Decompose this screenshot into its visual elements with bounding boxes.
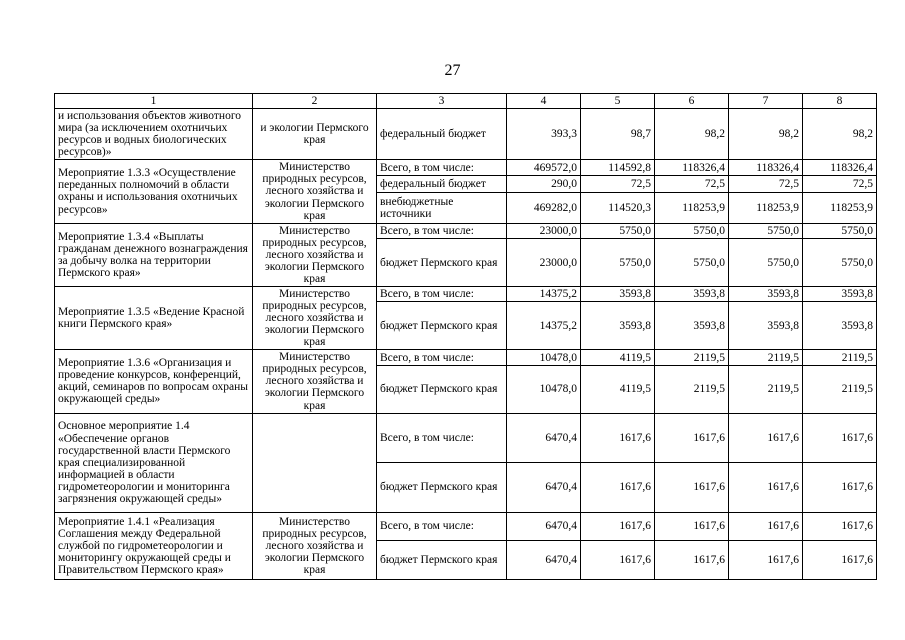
- amount-cell: 1617,6: [655, 540, 729, 579]
- amount-cell: 118253,9: [803, 192, 877, 223]
- executor-cell: [253, 413, 377, 512]
- amount-cell: 3593,8: [581, 286, 655, 302]
- funding-source-cell: бюджет Пермского края: [377, 365, 507, 413]
- table-row: [55, 286, 877, 302]
- amount-cell: 1617,6: [729, 540, 803, 579]
- amount-cell: 2119,5: [803, 365, 877, 413]
- executor-cell: Министерство природных ресурсов, лесного хозяйства и экологии Пермского края: [253, 223, 377, 286]
- amount-cell: 3593,8: [803, 286, 877, 302]
- executor-cell: Министерство природных ресурсов, лесного хозяйства и экологии Пермского края: [253, 350, 377, 413]
- amount-cell: 2119,5: [655, 350, 729, 366]
- table-row: [55, 160, 877, 176]
- amount-cell: 1617,6: [729, 463, 803, 513]
- amount-cell: 6470,4: [507, 413, 581, 463]
- amount-cell: 10478,0: [507, 350, 581, 366]
- amount-cell: 118253,9: [729, 192, 803, 223]
- measure-cell: и использования объектов животного мира (за исключением охотничьих ресурсов и водных биологических ресурсов)»: [55, 109, 253, 160]
- amount-cell: 2119,5: [729, 350, 803, 366]
- amount-cell: 14375,2: [507, 302, 581, 350]
- funding-source-cell: Всего, в том числе:: [377, 160, 507, 176]
- amount-cell: 114592,8: [581, 160, 655, 176]
- amount-cell: 23000,0: [507, 223, 581, 239]
- amount-cell: 1617,6: [803, 413, 877, 463]
- amount-cell: 5750,0: [803, 223, 877, 239]
- funding-source-cell: Всего, в том числе:: [377, 286, 507, 302]
- funding-source-cell: внебюджетные источники: [377, 192, 507, 223]
- amount-cell: 1617,6: [581, 512, 655, 540]
- amount-cell: 5750,0: [729, 223, 803, 239]
- executor-cell: Министерство природных ресурсов, лесного хозяйства и экологии Пермского края: [253, 160, 377, 223]
- amount-cell: 1617,6: [655, 463, 729, 513]
- amount-cell: 72,5: [655, 176, 729, 192]
- column-header: 1: [55, 94, 253, 109]
- table-row: [55, 223, 877, 239]
- amount-cell: 6470,4: [507, 540, 581, 579]
- amount-cell: 5750,0: [581, 239, 655, 287]
- measure-cell: Мероприятие 1.3.4 «Выплаты гражданам денежного вознаграждения за добычу волка на территории Пермского края»: [55, 223, 253, 286]
- amount-cell: 6470,4: [507, 463, 581, 513]
- amount-cell: 14375,2: [507, 286, 581, 302]
- amount-cell: 114520,3: [581, 192, 655, 223]
- amount-cell: 6470,4: [507, 512, 581, 540]
- executor-cell: Министерство природных ресурсов, лесного хозяйства и экологии Пермского края: [253, 512, 377, 579]
- amount-cell: 3593,8: [655, 302, 729, 350]
- amount-cell: 3593,8: [581, 302, 655, 350]
- amount-cell: 3593,8: [655, 286, 729, 302]
- column-header: 8: [803, 94, 877, 109]
- page-number: 27: [444, 62, 461, 79]
- amount-cell: 118326,4: [803, 160, 877, 176]
- amount-cell: 2119,5: [729, 365, 803, 413]
- amount-cell: 1617,6: [581, 413, 655, 463]
- funding-source-cell: бюджет Пермского края: [377, 540, 507, 579]
- measure-cell: Основное мероприятие 1.4 «Обеспечение органов государственной власти Пермского края специализированной информацией в области гидрометеорологии и мониторинга загрязнения окружающей среды»: [55, 413, 253, 512]
- amount-cell: 98,2: [655, 109, 729, 160]
- amount-cell: 1617,6: [729, 512, 803, 540]
- header-row: [55, 94, 877, 109]
- measure-cell: Мероприятие 1.4.1 «Реализация Соглашения между Федеральной службой по гидрометеорологии и мониторингу окружающей среды и Правительством Пермского края»: [55, 512, 253, 579]
- amount-cell: 2119,5: [655, 365, 729, 413]
- amount-cell: 3593,8: [729, 286, 803, 302]
- amount-cell: 1617,6: [655, 413, 729, 463]
- budget-table: [54, 93, 877, 580]
- amount-cell: 469282,0: [507, 192, 581, 223]
- table-row: [55, 109, 877, 160]
- amount-cell: 3593,8: [803, 302, 877, 350]
- amount-cell: 72,5: [581, 176, 655, 192]
- amount-cell: 118326,4: [655, 160, 729, 176]
- amount-cell: 5750,0: [655, 239, 729, 287]
- funding-source-cell: Всего, в том числе:: [377, 350, 507, 366]
- amount-cell: 98,2: [803, 109, 877, 160]
- measure-cell: Мероприятие 1.3.6 «Организация и проведение конкурсов, конференций, акций, семинаров по вопросам охраны окружающей среды»: [55, 350, 253, 413]
- amount-cell: 469572,0: [507, 160, 581, 176]
- funding-source-cell: Всего, в том числе:: [377, 512, 507, 540]
- column-header: 7: [729, 94, 803, 109]
- amount-cell: 23000,0: [507, 239, 581, 287]
- executor-cell: Министерство природных ресурсов, лесного хозяйства и экологии Пермского края: [253, 286, 377, 349]
- funding-source-cell: бюджет Пермского края: [377, 239, 507, 287]
- table-row: [55, 350, 877, 366]
- amount-cell: 3593,8: [729, 302, 803, 350]
- amount-cell: 118253,9: [655, 192, 729, 223]
- amount-cell: 1617,6: [581, 463, 655, 513]
- amount-cell: 1617,6: [803, 463, 877, 513]
- amount-cell: 2119,5: [803, 350, 877, 366]
- column-header: 5: [581, 94, 655, 109]
- amount-cell: 5750,0: [803, 239, 877, 287]
- table-row: [55, 413, 877, 463]
- funding-source-cell: Всего, в том числе:: [377, 413, 507, 463]
- funding-source-cell: федеральный бюджет: [377, 109, 507, 160]
- amount-cell: 72,5: [803, 176, 877, 192]
- amount-cell: 5750,0: [729, 239, 803, 287]
- funding-source-cell: бюджет Пермского края: [377, 302, 507, 350]
- amount-cell: 118326,4: [729, 160, 803, 176]
- amount-cell: 4119,5: [581, 365, 655, 413]
- amount-cell: 393,3: [507, 109, 581, 160]
- amount-cell: 98,2: [729, 109, 803, 160]
- amount-cell: 1617,6: [803, 512, 877, 540]
- executor-cell: и экологии Пермского края: [253, 109, 377, 160]
- amount-cell: 5750,0: [581, 223, 655, 239]
- amount-cell: 290,0: [507, 176, 581, 192]
- measure-cell: Мероприятие 1.3.3 «Осуществление переданных полномочий в области охраны и использования охотничьих ресурсов»: [55, 160, 253, 223]
- funding-source-cell: федеральный бюджет: [377, 176, 507, 192]
- amount-cell: 98,7: [581, 109, 655, 160]
- amount-cell: 1617,6: [729, 413, 803, 463]
- amount-cell: 1617,6: [581, 540, 655, 579]
- amount-cell: 72,5: [729, 176, 803, 192]
- column-header: 6: [655, 94, 729, 109]
- table-row: [55, 512, 877, 540]
- column-header: 2: [253, 94, 377, 109]
- amount-cell: 1617,6: [655, 512, 729, 540]
- amount-cell: 10478,0: [507, 365, 581, 413]
- amount-cell: 4119,5: [581, 350, 655, 366]
- column-header: 4: [507, 94, 581, 109]
- funding-source-cell: Всего, в том числе:: [377, 223, 507, 239]
- amount-cell: 1617,6: [803, 540, 877, 579]
- column-header: 3: [377, 94, 507, 109]
- measure-cell: Мероприятие 1.3.5 «Ведение Красной книги Пермского края»: [55, 286, 253, 349]
- amount-cell: 5750,0: [655, 223, 729, 239]
- funding-source-cell: бюджет Пермского края: [377, 463, 507, 513]
